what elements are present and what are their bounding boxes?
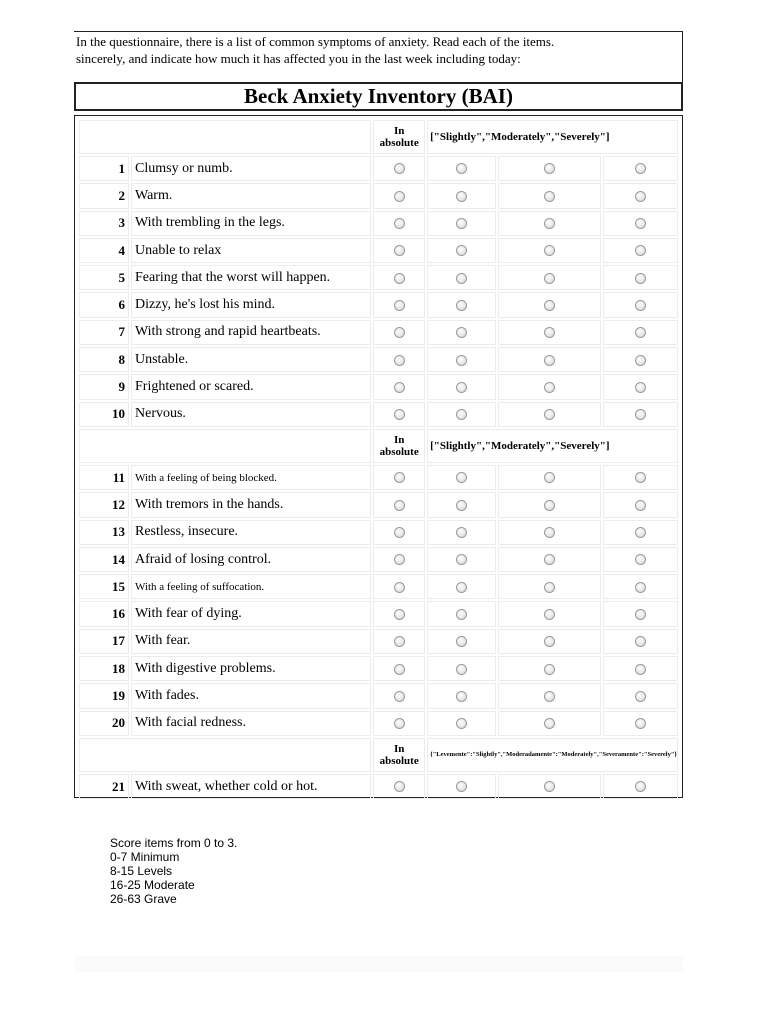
radio-slightly-cell — [427, 711, 496, 736]
question-number: 9 — [79, 374, 129, 399]
radio-in-absolute[interactable] — [394, 472, 405, 483]
radio-severely[interactable] — [635, 609, 646, 620]
radio-in-absolute-cell — [373, 374, 425, 399]
radio-slightly-cell — [427, 347, 496, 372]
radio-slightly[interactable] — [456, 636, 467, 647]
radio-moderately-cell — [498, 547, 601, 572]
question-row — [79, 320, 678, 345]
question-number: 8 — [79, 347, 129, 372]
radio-in-absolute-cell — [373, 574, 425, 599]
radio-severely[interactable] — [635, 664, 646, 675]
radio-moderately[interactable] — [544, 300, 555, 311]
questionnaire-table — [77, 118, 680, 801]
radio-severely-cell — [603, 547, 678, 572]
radio-moderately-cell — [498, 774, 601, 799]
question-number: 4 — [79, 238, 129, 263]
question-row — [79, 238, 678, 263]
scoring-line-2: 0-7 Minimum — [110, 850, 180, 864]
questionnaire — [74, 115, 683, 798]
question-row — [79, 774, 678, 799]
radio-in-absolute[interactable] — [394, 500, 405, 511]
header-options: ["Slightly","Moderately","Severely"] — [427, 429, 678, 463]
radio-in-absolute[interactable] — [394, 191, 405, 202]
radio-in-absolute-cell — [373, 265, 425, 290]
radio-slightly[interactable] — [456, 500, 467, 511]
radio-severely[interactable] — [635, 472, 646, 483]
radio-in-absolute-cell — [373, 711, 425, 736]
header-in-absolute — [373, 738, 425, 772]
radio-slightly-cell — [427, 156, 496, 181]
radio-moderately[interactable] — [544, 355, 555, 366]
question-row — [79, 465, 678, 490]
radio-slightly[interactable] — [456, 382, 467, 393]
radio-in-absolute[interactable] — [394, 218, 405, 229]
radio-severely-cell — [603, 238, 678, 263]
header-in: In — [393, 742, 405, 755]
radio-severely[interactable] — [635, 245, 646, 256]
radio-severely[interactable] — [635, 582, 646, 593]
radio-slightly-cell — [427, 211, 496, 236]
instructions-line-2: sincerely, and indicate how much it has affected you in the last week including today: — [76, 51, 521, 66]
header-options: {"Levemente":"Slightly","Moderadamente":"Moderately","Severamente":"Severely"} — [427, 738, 678, 772]
header-in: In — [393, 433, 405, 446]
question-row — [79, 374, 678, 399]
scoring-line-4: 16-25 Moderate — [110, 878, 195, 892]
radio-moderately[interactable] — [544, 554, 555, 565]
radio-severely-cell — [603, 711, 678, 736]
radio-moderately[interactable] — [544, 582, 555, 593]
question-number: 13 — [79, 520, 129, 545]
radio-in-absolute[interactable] — [394, 163, 405, 174]
radio-moderately[interactable] — [544, 218, 555, 229]
radio-slightly-cell — [427, 656, 496, 681]
radio-in-absolute-cell — [373, 601, 425, 626]
radio-in-absolute[interactable] — [394, 382, 405, 393]
radio-severely[interactable] — [635, 636, 646, 647]
radio-moderately[interactable] — [544, 718, 555, 729]
radio-slightly-cell — [427, 265, 496, 290]
question-number: 7 — [79, 320, 129, 345]
question-row — [79, 547, 678, 572]
radio-moderately[interactable] — [544, 609, 555, 620]
question-number: 20 — [79, 711, 129, 736]
question-row — [79, 574, 678, 599]
scoring-legend — [110, 836, 237, 906]
radio-slightly-cell — [427, 547, 496, 572]
radio-severely-cell — [603, 320, 678, 345]
question-row — [79, 492, 678, 517]
question-row — [79, 711, 678, 736]
radio-in-absolute[interactable] — [394, 554, 405, 565]
radio-slightly[interactable] — [456, 355, 467, 366]
footer-bar — [74, 956, 683, 972]
radio-moderately-cell — [498, 402, 601, 427]
radio-moderately[interactable] — [544, 664, 555, 675]
instructions-line-1: In the questionnaire, there is a list of common symptoms of anxiety. Read each of the items. — [76, 34, 555, 49]
radio-severely-cell — [603, 347, 678, 372]
question-row — [79, 292, 678, 317]
question-text: With fear of dying. — [131, 601, 371, 626]
question-row — [79, 265, 678, 290]
radio-moderately-cell — [498, 183, 601, 208]
scoring-line-1: Score items from 0 to 3. — [110, 836, 238, 850]
radio-in-absolute[interactable] — [394, 273, 405, 284]
column-header-row — [79, 738, 678, 772]
radio-moderately[interactable] — [544, 527, 555, 538]
radio-in-absolute[interactable] — [394, 718, 405, 729]
radio-slightly[interactable] — [456, 472, 467, 483]
radio-in-absolute[interactable] — [394, 409, 405, 420]
header-absolute: absolute — [379, 137, 419, 149]
question-text: With fear. — [131, 629, 371, 654]
radio-in-absolute[interactable] — [394, 300, 405, 311]
question-number: 10 — [79, 402, 129, 427]
radio-slightly[interactable] — [456, 163, 467, 174]
radio-severely[interactable] — [635, 500, 646, 511]
question-text: Fearing that the worst will happen. — [131, 265, 371, 290]
radio-severely[interactable] — [635, 781, 646, 792]
radio-severely-cell — [603, 183, 678, 208]
question-number: 21 — [79, 774, 129, 799]
radio-slightly-cell — [427, 465, 496, 490]
radio-severely[interactable] — [635, 382, 646, 393]
question-text: With a feeling of being blocked. — [131, 465, 371, 490]
radio-severely[interactable] — [635, 163, 646, 174]
question-number: 3 — [79, 211, 129, 236]
radio-moderately[interactable] — [544, 327, 555, 338]
radio-moderately[interactable] — [544, 500, 555, 511]
radio-moderately[interactable] — [544, 245, 555, 256]
question-number: 11 — [79, 465, 129, 490]
radio-slightly-cell — [427, 374, 496, 399]
radio-severely-cell — [603, 402, 678, 427]
radio-severely[interactable] — [635, 527, 646, 538]
radio-severely[interactable] — [635, 191, 646, 202]
question-number: 16 — [79, 601, 129, 626]
radio-in-absolute-cell — [373, 465, 425, 490]
radio-moderately-cell — [498, 520, 601, 545]
radio-in-absolute-cell — [373, 183, 425, 208]
question-text: Clumsy or numb. — [131, 156, 371, 181]
radio-moderately-cell — [498, 492, 601, 517]
radio-slightly[interactable] — [456, 554, 467, 565]
header-absolute: absolute — [379, 754, 419, 767]
question-number: 2 — [79, 183, 129, 208]
question-number: 6 — [79, 292, 129, 317]
radio-severely[interactable] — [635, 218, 646, 229]
radio-moderately-cell — [498, 265, 601, 290]
radio-severely-cell — [603, 656, 678, 681]
question-number: 14 — [79, 547, 129, 572]
radio-in-absolute-cell — [373, 238, 425, 263]
header-in-absolute — [373, 429, 425, 463]
scoring-line-3: 8-15 Levels — [110, 864, 173, 878]
question-text: Frightened or scared. — [131, 374, 371, 399]
radio-in-absolute-cell — [373, 520, 425, 545]
radio-severely-cell — [603, 211, 678, 236]
radio-in-absolute[interactable] — [394, 327, 405, 338]
header-in-absolute — [373, 120, 425, 154]
question-text: With a feeling of suffocation. — [131, 574, 371, 599]
radio-moderately[interactable] — [544, 472, 555, 483]
radio-severely-cell — [603, 156, 678, 181]
radio-severely[interactable] — [635, 409, 646, 420]
form-title: Beck Anxiety Inventory (BAI) — [74, 82, 683, 111]
question-text: With tremors in the hands. — [131, 492, 371, 517]
radio-slightly[interactable] — [456, 300, 467, 311]
question-text: Nervous. — [131, 402, 371, 427]
header-spacer — [79, 429, 371, 463]
radio-severely-cell — [603, 492, 678, 517]
radio-in-absolute-cell — [373, 774, 425, 799]
radio-in-absolute[interactable] — [394, 781, 405, 792]
question-number: 15 — [79, 574, 129, 599]
divider — [682, 74, 683, 82]
header-spacer — [79, 738, 371, 772]
question-row — [79, 347, 678, 372]
question-text: Unstable. — [131, 347, 371, 372]
question-text: With strong and rapid heartbeats. — [131, 320, 371, 345]
radio-moderately-cell — [498, 292, 601, 317]
radio-severely[interactable] — [635, 718, 646, 729]
question-text: Unable to relax — [131, 238, 371, 263]
radio-slightly[interactable] — [456, 273, 467, 284]
radio-moderately-cell — [498, 656, 601, 681]
radio-slightly[interactable] — [456, 191, 467, 202]
radio-slightly-cell — [427, 574, 496, 599]
question-row — [79, 156, 678, 181]
radio-in-absolute-cell — [373, 629, 425, 654]
radio-slightly[interactable] — [456, 327, 467, 338]
radio-severely[interactable] — [635, 554, 646, 565]
radio-slightly-cell — [427, 774, 496, 799]
radio-severely-cell — [603, 292, 678, 317]
radio-slightly-cell — [427, 601, 496, 626]
radio-in-absolute-cell — [373, 292, 425, 317]
question-row — [79, 601, 678, 626]
question-text: With fades. — [131, 683, 371, 708]
radio-slightly-cell — [427, 238, 496, 263]
radio-in-absolute-cell — [373, 547, 425, 572]
question-number: 19 — [79, 683, 129, 708]
radio-slightly[interactable] — [456, 664, 467, 675]
radio-moderately[interactable] — [544, 691, 555, 702]
radio-moderately[interactable] — [544, 273, 555, 284]
column-header-row — [79, 429, 678, 463]
question-number: 17 — [79, 629, 129, 654]
radio-in-absolute[interactable] — [394, 609, 405, 620]
question-text: Afraid of losing control. — [131, 547, 371, 572]
instructions — [74, 31, 683, 74]
radio-slightly[interactable] — [456, 527, 467, 538]
radio-moderately-cell — [498, 156, 601, 181]
radio-moderately-cell — [498, 601, 601, 626]
radio-severely-cell — [603, 774, 678, 799]
question-number: 18 — [79, 656, 129, 681]
radio-in-absolute[interactable] — [394, 691, 405, 702]
question-row — [79, 629, 678, 654]
radio-moderately-cell — [498, 374, 601, 399]
radio-slightly[interactable] — [456, 718, 467, 729]
question-number: 12 — [79, 492, 129, 517]
radio-slightly-cell — [427, 520, 496, 545]
radio-slightly-cell — [427, 183, 496, 208]
radio-severely[interactable] — [635, 327, 646, 338]
radio-slightly-cell — [427, 402, 496, 427]
radio-in-absolute-cell — [373, 402, 425, 427]
question-number: 5 — [79, 265, 129, 290]
radio-severely[interactable] — [635, 300, 646, 311]
header-options: ["Slightly","Moderately","Severely"] — [427, 120, 678, 154]
radio-moderately-cell — [498, 711, 601, 736]
radio-severely-cell — [603, 629, 678, 654]
radio-in-absolute-cell — [373, 156, 425, 181]
radio-severely-cell — [603, 601, 678, 626]
radio-in-absolute-cell — [373, 347, 425, 372]
radio-moderately[interactable] — [544, 382, 555, 393]
radio-severely-cell — [603, 374, 678, 399]
radio-slightly[interactable] — [456, 781, 467, 792]
radio-slightly[interactable] — [456, 609, 467, 620]
radio-in-absolute-cell — [373, 320, 425, 345]
radio-moderately-cell — [498, 465, 601, 490]
question-text: With facial redness. — [131, 711, 371, 736]
question-text: With trembling in the legs. — [131, 211, 371, 236]
radio-moderately-cell — [498, 574, 601, 599]
radio-moderately-cell — [498, 211, 601, 236]
scoring-line-5: 26-63 Grave — [110, 892, 177, 906]
question-text: Warm. — [131, 183, 371, 208]
radio-slightly-cell — [427, 320, 496, 345]
radio-moderately[interactable] — [544, 163, 555, 174]
radio-in-absolute-cell — [373, 683, 425, 708]
radio-severely[interactable] — [635, 273, 646, 284]
radio-slightly-cell — [427, 629, 496, 654]
radio-in-absolute[interactable] — [394, 582, 405, 593]
question-text: Dizzy, he's lost his mind. — [131, 292, 371, 317]
radio-severely-cell — [603, 683, 678, 708]
radio-in-absolute[interactable] — [394, 355, 405, 366]
question-text: With digestive problems. — [131, 656, 371, 681]
question-row — [79, 656, 678, 681]
question-row — [79, 183, 678, 208]
radio-slightly-cell — [427, 492, 496, 517]
radio-in-absolute-cell — [373, 211, 425, 236]
radio-in-absolute[interactable] — [394, 527, 405, 538]
radio-slightly[interactable] — [456, 691, 467, 702]
question-text: Restless, insecure. — [131, 520, 371, 545]
radio-severely[interactable] — [635, 691, 646, 702]
radio-moderately-cell — [498, 238, 601, 263]
radio-slightly-cell — [427, 683, 496, 708]
question-row — [79, 683, 678, 708]
radio-severely-cell — [603, 265, 678, 290]
radio-slightly[interactable] — [456, 245, 467, 256]
radio-slightly[interactable] — [456, 218, 467, 229]
radio-in-absolute-cell — [373, 492, 425, 517]
radio-moderately-cell — [498, 347, 601, 372]
question-number: 1 — [79, 156, 129, 181]
header-absolute: absolute — [379, 445, 419, 458]
question-row — [79, 211, 678, 236]
radio-moderately-cell — [498, 629, 601, 654]
question-row — [79, 402, 678, 427]
radio-moderately[interactable] — [544, 191, 555, 202]
radio-moderately-cell — [498, 320, 601, 345]
radio-moderately-cell — [498, 683, 601, 708]
question-row — [79, 520, 678, 545]
header-in: In — [393, 125, 405, 137]
radio-in-absolute[interactable] — [394, 636, 405, 647]
radio-slightly-cell — [427, 292, 496, 317]
radio-moderately[interactable] — [544, 636, 555, 647]
radio-moderately[interactable] — [544, 409, 555, 420]
header-spacer — [79, 120, 371, 154]
radio-slightly[interactable] — [456, 582, 467, 593]
radio-in-absolute[interactable] — [394, 664, 405, 675]
radio-severely[interactable] — [635, 355, 646, 366]
radio-slightly[interactable] — [456, 409, 467, 420]
radio-severely-cell — [603, 574, 678, 599]
radio-severely-cell — [603, 520, 678, 545]
radio-severely-cell — [603, 465, 678, 490]
radio-in-absolute[interactable] — [394, 245, 405, 256]
column-header-row — [79, 120, 678, 154]
radio-moderately[interactable] — [544, 781, 555, 792]
question-text: With sweat, whether cold or hot. — [131, 774, 371, 799]
radio-in-absolute-cell — [373, 656, 425, 681]
